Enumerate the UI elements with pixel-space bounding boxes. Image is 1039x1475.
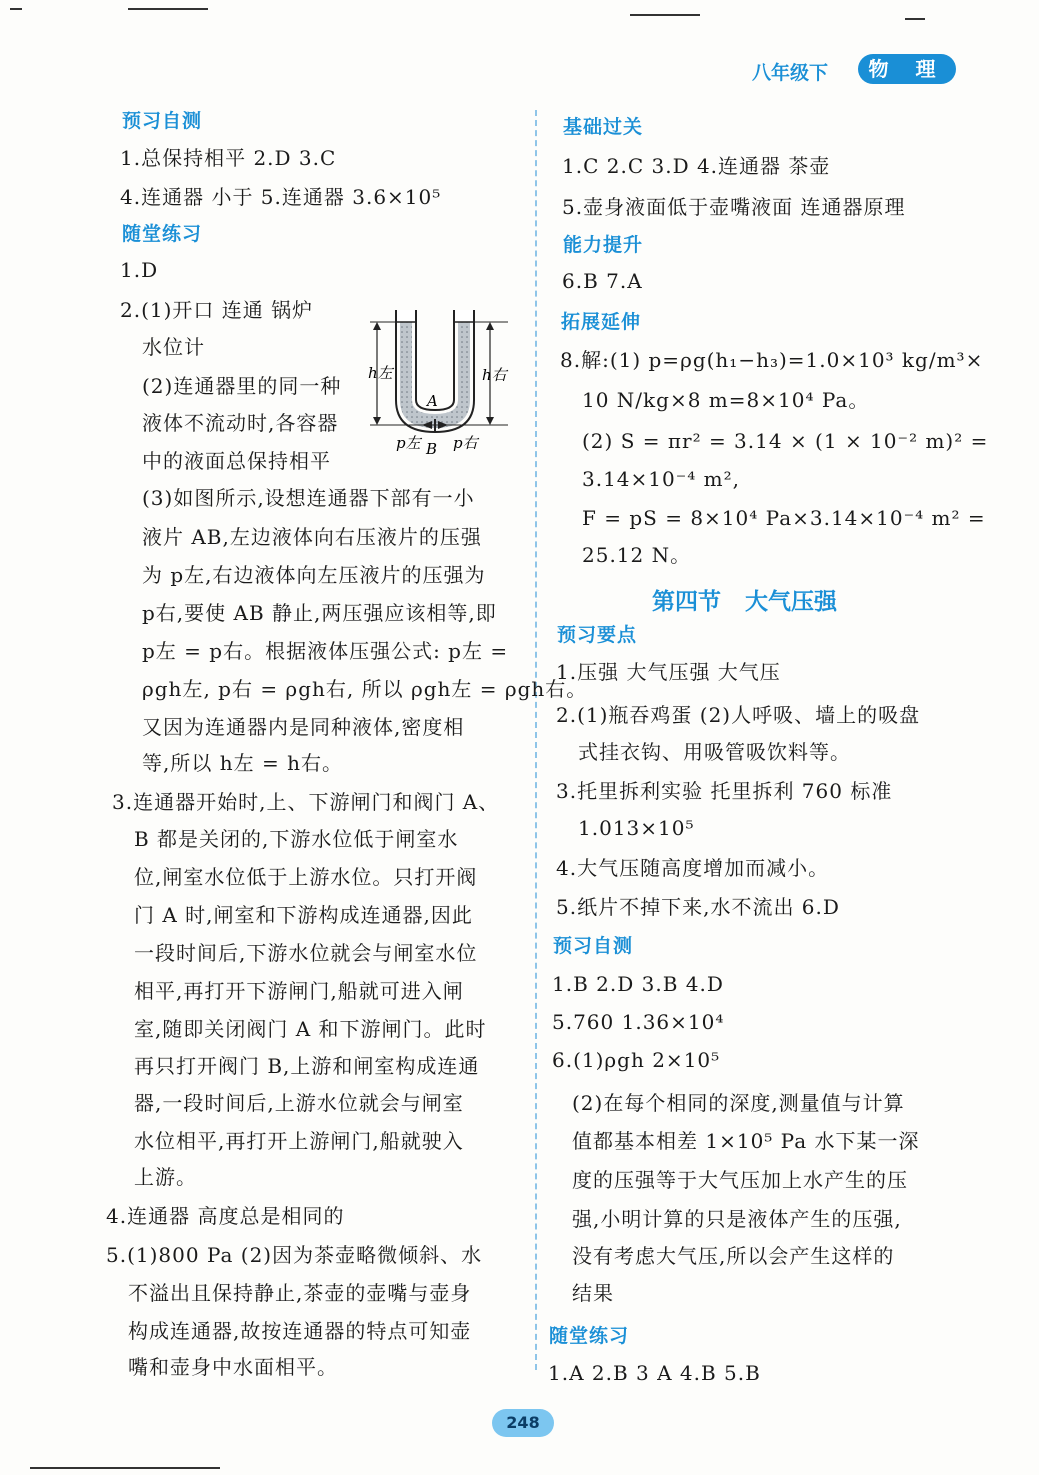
answer-line: 强,小明计算的只是液体产生的压强, (572, 1207, 902, 1231)
answer-line: (2) S = πr² = 3.14 × (1 × 10⁻² m)² = (582, 429, 989, 453)
answer-line: 3.托里拆利实验 托里拆利 760 标准 (556, 779, 893, 803)
answer-line: 1.压强 大气压强 大气压 (556, 660, 781, 684)
answer-line: 2.(1)开口 连通 锅炉 (120, 298, 314, 322)
answer-line: 1.总保持相平 2.D 3.C (120, 146, 337, 170)
answer-line: 1.A 2.B 3 A 4.B 5.B (548, 1361, 761, 1385)
heading-ability: 能力提升 (563, 234, 644, 256)
point-a-label: A (427, 392, 438, 410)
answer-line: 式挂衣钩、用吸管吸饮料等。 (578, 740, 851, 764)
answer-line: 4.连通器 高度总是相同的 (106, 1204, 345, 1228)
answer-line: 1.D (120, 258, 159, 282)
answer-line: 为 p左,右边液体向左压液片的压强为 (142, 563, 486, 587)
heading-basic: 基础过关 (563, 116, 644, 138)
point-b-label: B (426, 440, 438, 458)
answer-line: 一段时间后,下游水位就会与闸室水位 (134, 941, 478, 965)
answer-line: 10 N/kg×8 m=8×10⁴ Pa。 (582, 388, 870, 412)
grade-label: 八年级下 (752, 62, 829, 84)
answer-line: 6.B 7.A (562, 269, 643, 293)
scan-mark (10, 8, 22, 10)
answer-line: 3.连通器开始时,上、下游闸门和阀门 A、 (112, 790, 500, 814)
answer-line: 不溢出且保持静止,茶壶的壶嘴与壶身 (128, 1281, 472, 1305)
scan-mark (128, 8, 208, 10)
heading-preview-test: 预习自测 (122, 110, 203, 132)
heading-preview-points: 预习要点 (557, 624, 638, 646)
answer-line: ρgh左, p右 = ρgh右, 所以 ρgh左 = ρgh右。 (142, 677, 588, 701)
answer-line: 上游。 (134, 1165, 197, 1189)
answer-line: F = pS = 8×10⁴ Pa×3.14×10⁻⁴ m² = (582, 506, 986, 530)
answer-line: (2)连通器里的同一种 (142, 374, 342, 398)
answer-line: 4.连通器 小于 5.连通器 3.6×10⁵ (120, 185, 442, 209)
answer-line: 1.C 2.C 3.D 4.连通器 茶壶 (562, 154, 831, 178)
heading-class-practice-2: 随堂练习 (549, 1325, 630, 1347)
answer-line: B 都是关闭的,下游水位低于闸室水 (134, 827, 459, 851)
answer-line: 2.(1)瓶吞鸡蛋 (2)人呼吸、墙上的吸盘 (556, 703, 921, 727)
answer-line: 等,所以 h左 = h右。 (142, 751, 343, 775)
answer-line: 器,一段时间后,上游水位就会与闸室 (134, 1091, 464, 1115)
answer-line: 4.大气压随高度增加而减小。 (556, 856, 830, 880)
answer-line: 1.013×10⁵ (578, 816, 695, 840)
answer-line: 水位相平,再打开上游闸门,船就驶入 (134, 1129, 464, 1153)
scan-mark (30, 1467, 220, 1469)
u-tube-diagram (360, 300, 520, 460)
section-title: 第四节 大气压强 (652, 589, 838, 615)
answer-line: 8.解:(1) p=ρg(h₁−h₃)=1.0×10³ kg/m³× (560, 348, 984, 372)
answer-line: 5.(1)800 Pa (2)因为茶壶略微倾斜、水 (106, 1243, 483, 1267)
answer-line: 6.(1)ρgh 2×10⁵ (552, 1048, 721, 1072)
answer-line: 构成连通器,故按连通器的特点可知壶 (128, 1319, 472, 1343)
answer-line: 5.760 1.36×10⁴ (552, 1010, 725, 1034)
h-left-label: h左 (368, 364, 393, 382)
answer-line: 再只打开阀门 B,上游和闸室构成连通 (134, 1054, 480, 1078)
answer-line: 位,闸室水位低于上游水位。只打开阀 (134, 865, 478, 889)
answer-line: 室,随即关闭阀门 A 和下游闸门。此时 (134, 1017, 487, 1041)
answer-line: 水位计 (142, 335, 205, 359)
answer-line: 门 A 时,闸室和下游构成连通器,因此 (134, 903, 473, 927)
answer-line: 结果 (572, 1281, 614, 1305)
column-divider (535, 110, 537, 1370)
answer-line: 没有考虑大气压,所以会产生这样的 (572, 1244, 895, 1268)
heading-class-practice: 随堂练习 (122, 223, 203, 245)
scan-mark (630, 14, 700, 16)
page-number: 248 (492, 1409, 554, 1437)
h-right-label: h右 (482, 366, 507, 384)
answer-line: p左 = p右。根据液体压强公式: p左 = (142, 639, 509, 663)
answer-line: 5.壶身液面低于壶嘴液面 连通器原理 (562, 195, 906, 219)
answer-line: 5.纸片不掉下来,水不流出 6.D (556, 895, 840, 919)
subject-badge: 物 理 (858, 54, 956, 84)
answer-line: 嘴和壶身中水面相平。 (128, 1355, 338, 1379)
heading-preview-test-2: 预习自测 (553, 935, 634, 957)
answer-line: 液体不流动时,各容器 (142, 411, 339, 435)
answer-line: 25.12 N。 (582, 543, 692, 567)
answer-line: (2)在每个相同的深度,测量值与计算 (572, 1091, 905, 1115)
p-left-label: p左 (396, 434, 421, 452)
answer-line: 相平,再打开下游闸门,船就可进入闸 (134, 979, 464, 1003)
p-right-label: p右 (453, 434, 478, 452)
answer-line: 3.14×10⁻⁴ m², (582, 467, 741, 491)
heading-extension: 拓展延伸 (561, 311, 642, 333)
answer-line: 度的压强等于大气压加上水产生的压 (572, 1168, 908, 1192)
answer-line: 1.B 2.D 3.B 4.D (552, 972, 724, 996)
answer-line: 值都基本相差 1×10⁵ Pa 水下某一深 (572, 1129, 920, 1153)
answer-line: (3)如图所示,设想连通器下部有一小 (142, 486, 475, 510)
answer-line: 中的液面总保持相平 (142, 449, 331, 473)
scan-mark (905, 18, 925, 20)
answer-line: 又因为连通器内是同种液体,密度相 (142, 715, 465, 739)
answer-line: 液片 AB,左边液体向右压液片的压强 (142, 525, 482, 549)
answer-line: p右,要使 AB 静止,两压强应该相等,即 (142, 601, 497, 625)
